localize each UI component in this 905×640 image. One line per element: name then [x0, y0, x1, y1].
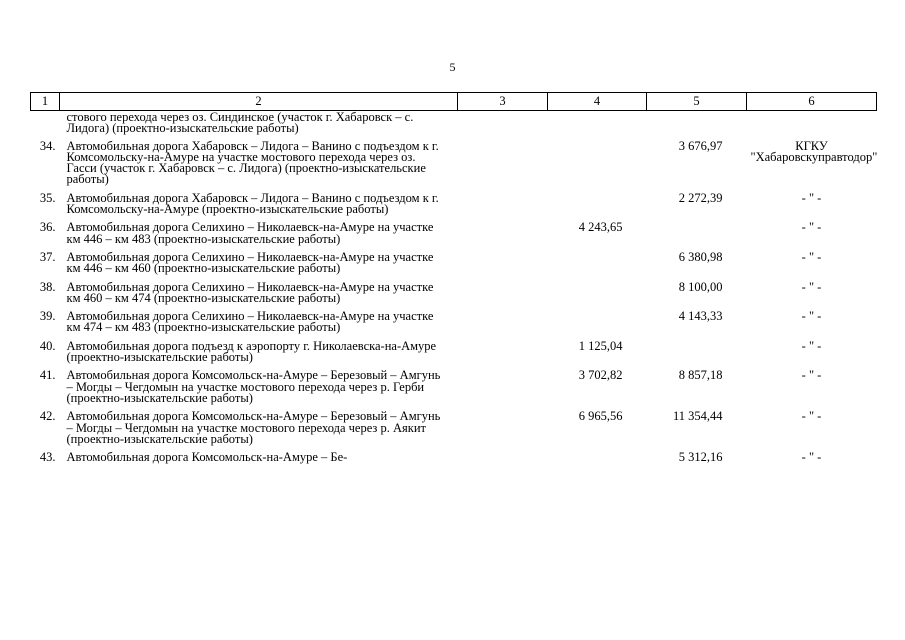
header-col-1: 1 — [31, 93, 60, 111]
cell-col-5 — [647, 222, 747, 252]
cell-name: Автомобильная дорога Селихино – Николаевск-на-Амуре на участке км 446 – км 460 (проектно-изыскательские работы) — [66, 249, 434, 276]
cell-col-5: 11 354,44 — [672, 409, 723, 424]
table-row — [31, 141, 877, 193]
cell-num: 37. — [39, 249, 56, 264]
table-row — [31, 222, 877, 252]
cell-col-5: 6 380,98 — [678, 249, 723, 264]
cell-col-3 — [458, 141, 548, 193]
header-col-4: 4 — [548, 93, 647, 111]
cell-name: Автомобильная дорога Селихино – Николаевск-на-Амуре на участке км 474 – км 483 (проектно-изыскательские работы) — [66, 309, 434, 335]
cell-name: Автомобильная дорога Хабаровск – Лидога – Ванино с подъездом к г. Комсомольску-на-Амуре на участке мостового перехода через оз. Гасси (участок г. Хабаровск – с. Лидога) (проектно-изыскательские работы) — [66, 138, 439, 187]
table-row — [31, 370, 877, 411]
cell-col-3 — [458, 411, 548, 452]
cell-col-6: - " - — [801, 249, 822, 264]
cell-num: 41. — [39, 368, 56, 383]
cell-col-5: 3 676,97 — [678, 138, 723, 153]
cell-name: Автомобильная дорога Комсомольск-на-Амуре – Березовый – Амгунь – Могды – Чегдомын на участке мостового перехода через р. Аякит (проектно-изыскательские работы) — [66, 409, 441, 446]
cell-num: 39. — [39, 309, 56, 324]
table-row — [31, 252, 877, 282]
cell-col-5: 2 272,39 — [678, 190, 723, 205]
cell-name: стового перехода через оз. Синдинское (участок г. Хабаровск – с. Лидога) (проектно-изыскательские работы) — [66, 110, 414, 136]
cell-num: 35. — [39, 190, 56, 205]
cell-num: 38. — [39, 279, 56, 294]
continuation-row — [31, 111, 877, 141]
cell-name: Автомобильная дорога подъезд к аэропорту г. Николаевска-на-Амуре (проектно-изыскательские работы) — [66, 338, 437, 365]
cell-col-4: 4 243,65 — [578, 220, 623, 235]
table-row — [31, 411, 877, 452]
cell-col-6: - " - — [801, 279, 822, 294]
cell-name: Автомобильная дорога Хабаровск – Лидога – Ванино с подъездом к г. Комсомольску-на-Амуре (проектно-изыскательские работы) — [66, 190, 439, 217]
cell-col-4 — [548, 111, 647, 141]
cell-col-4: 6 965,56 — [578, 409, 623, 424]
table-row — [31, 311, 877, 341]
table-row — [31, 452, 877, 470]
cell-num: 36. — [39, 220, 56, 235]
cell-col-4 — [548, 282, 647, 312]
cell-name: Автомобильная дорога Селихино – Николаевск-на-Амуре на участке км 446 – км 483 (проектно-изыскательские работы) — [66, 220, 434, 246]
table-row — [31, 193, 877, 223]
cell-col-6: КГКУ "Хабаровскуправтодор" — [750, 138, 878, 164]
cell-col-6: - " - — [801, 450, 822, 465]
cell-col-4 — [548, 252, 647, 282]
table-row — [31, 341, 877, 371]
cell-col-5: 8 857,18 — [678, 368, 723, 383]
cell-num — [31, 111, 60, 141]
cell-col-5 — [647, 111, 747, 141]
page-number: 5 — [449, 60, 456, 74]
cell-col-3 — [458, 193, 548, 223]
cell-col-6: - " - — [801, 338, 822, 353]
cell-col-4: 1 125,04 — [578, 338, 623, 353]
budget-table — [30, 92, 877, 470]
cell-col-3 — [458, 252, 548, 282]
cell-col-3 — [458, 311, 548, 341]
cell-col-3 — [458, 452, 548, 470]
cell-col-3 — [458, 111, 548, 141]
cell-num: 43. — [39, 450, 56, 465]
cell-col-4 — [548, 452, 647, 470]
table-header-row — [31, 93, 877, 111]
cell-num: 40. — [39, 338, 56, 353]
cell-name: Автомобильная дорога Комсомольск-на-Амуре – Березовый – Амгунь – Могды – Чегдомын на участке мостового перехода через р. Герби (проектно-изыскательские работы) — [66, 368, 441, 405]
cell-col-3 — [458, 222, 548, 252]
cell-col-5: 8 100,00 — [678, 279, 723, 294]
cell-col-6: - " - — [801, 190, 822, 205]
cell-col-4 — [548, 193, 647, 223]
cell-num: 34. — [39, 138, 56, 153]
cell-col-5: 4 143,33 — [678, 309, 723, 324]
cell-col-6: - " - — [801, 309, 822, 324]
cell-num: 42. — [39, 409, 56, 424]
header-col-2: 2 — [60, 93, 458, 111]
cell-col-5 — [647, 341, 747, 371]
cell-col-5: 5 312,16 — [678, 450, 723, 465]
header-col-5: 5 — [647, 93, 747, 111]
cell-name: Автомобильная дорога Селихино – Николаевск-на-Амуре на участке км 460 – км 474 (проектно-изыскательские работы) — [66, 279, 434, 305]
cell-name: Автомобильная дорога Комсомольск-на-Амуре – Бе- — [66, 450, 348, 465]
cell-col-3 — [458, 282, 548, 312]
table-body — [31, 111, 877, 471]
header-col-3: 3 — [458, 93, 548, 111]
cell-col-4: 3 702,82 — [578, 368, 623, 383]
cell-col-6 — [747, 111, 877, 141]
cell-col-4 — [548, 141, 647, 193]
cell-col-3 — [458, 341, 548, 371]
cell-col-4 — [548, 311, 647, 341]
cell-col-6: - " - — [801, 368, 822, 383]
table-row — [31, 282, 877, 312]
header-col-6: 6 — [747, 93, 877, 111]
cell-col-6: - " - — [801, 220, 822, 235]
cell-col-3 — [458, 370, 548, 411]
cell-col-6: - " - — [801, 409, 822, 424]
